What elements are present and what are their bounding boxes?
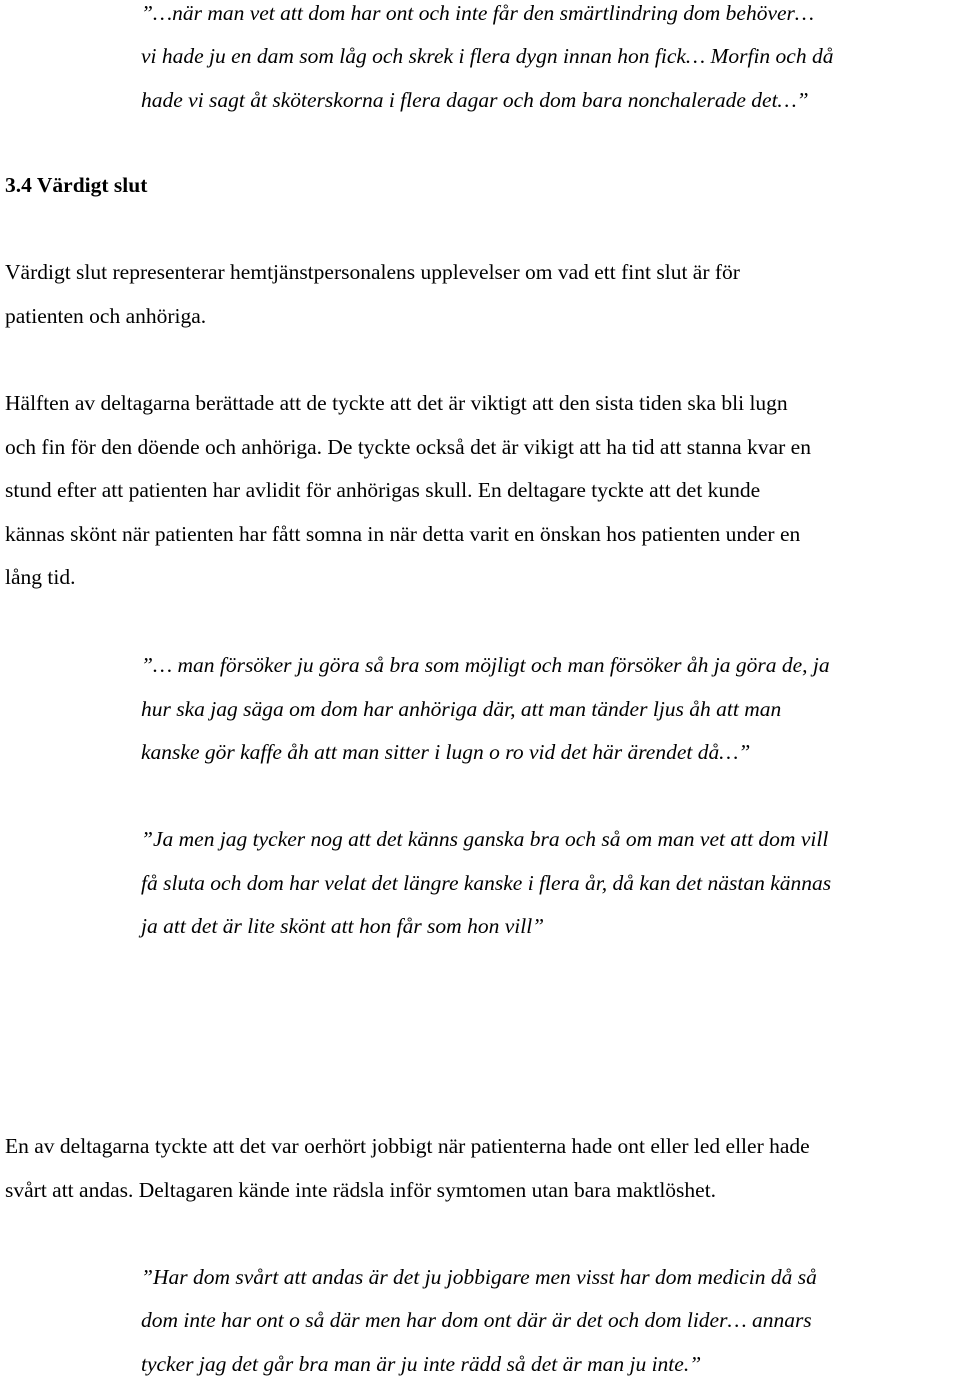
body-line: och fin för den döende och anhöriga. De tyckte också det är vikigt att ha tid att stanna kvar en: [5, 435, 811, 459]
body-line: stund efter att patienten har avlidit för anhörigas skull. En deltagare tyckte att det kunde: [5, 478, 761, 502]
quote-line: hur ska jag säga om dom har anhöriga där, att man tänder ljus åh att man: [141, 697, 782, 721]
quote-line: få sluta och dom har velat det längre kanske i flera år, då kan det nästan kännas: [141, 871, 832, 895]
body-line: Hälften av deltagarna berättade att de tyckte att det är viktigt att den sista tiden ska bli lugn: [5, 391, 788, 415]
quote-line: kanske gör kaffe åh att man sitter i lugn o ro vid det här ärendet då…”: [141, 740, 751, 764]
body-line: kännas skönt när patienten har fått somna in när detta varit en önskan hos patienten under en: [5, 522, 801, 546]
body-line: patienten och anhöriga.: [5, 304, 207, 328]
section-number: 3.4: [5, 173, 32, 197]
body-line: Värdigt slut representerar hemtjänstpersonalens upplevelser om vad ett fint slut är för: [5, 260, 740, 284]
quote-line: ”Ja men jag tycker nog att det känns ganska bra och så om man vet att dom vill: [141, 827, 829, 851]
quote-line: ”Har dom svårt att andas är det ju jobbigare men visst har dom medicin då så: [141, 1265, 817, 1289]
body-line: En av deltagarna tyckte att det var oerhört jobbigt när patienterna hade ont eller led eller hade: [5, 1134, 810, 1158]
quote-line: tycker jag det går bra man är ju inte rädd så det är man ju inte.”: [141, 1352, 702, 1376]
quote-line: ”…när man vet att dom har ont och inte får den smärtlindring dom behöver…: [141, 1, 815, 25]
quote-line: dom inte har ont o så där men har dom ont där är det och dom lider… annars: [141, 1308, 812, 1332]
quote-line: hade vi sagt åt sköterskorna i flera dagar och dom bara nonchalerade det…”: [141, 88, 809, 112]
quote-line: ”… man försöker ju göra så bra som möjligt och man försöker åh ja göra de, ja: [141, 653, 830, 677]
quote-line: ja att det är lite skönt att hon får som hon vill”: [141, 914, 545, 938]
section-heading: [5, 172, 147, 198]
quote-line: vi hade ju en dam som låg och skrek i flera dygn innan hon fick… Morfin och då: [141, 44, 834, 68]
body-line: lång tid.: [5, 565, 76, 589]
body-line: svårt att andas. Deltagaren kände inte rädsla inför symtomen utan bara maktlöshet.: [5, 1178, 717, 1202]
section-title: Värdigt slut: [36, 173, 148, 197]
